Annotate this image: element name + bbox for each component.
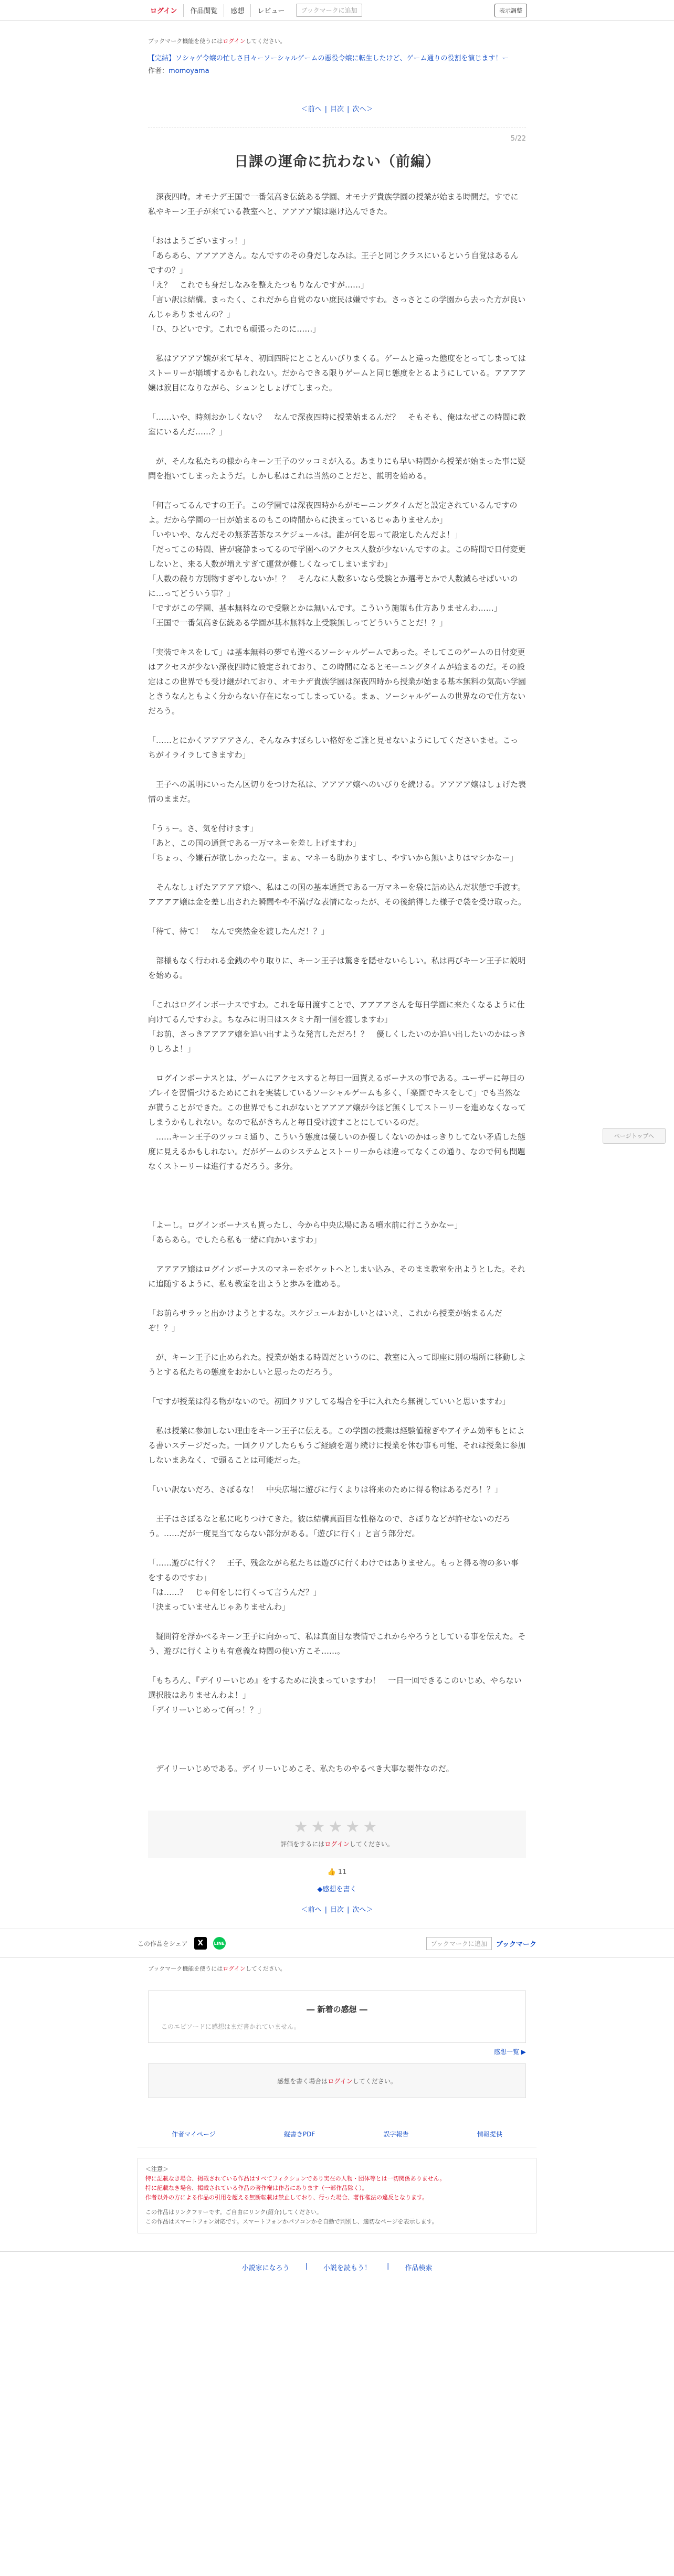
author-line — [148, 65, 526, 75]
body-paragraph: 「何言ってるんですの王子。この学園では深夜四時からがモーニングタイムだと設定されているんですのよ。だから学園の一日が始まるのもこの時間からに決まっているじゃありませんか」 — [148, 501, 518, 525]
separator: | — [387, 2262, 389, 2270]
thumbs-up-icon: 👍 — [327, 1868, 336, 1876]
login-note-text: 感想を書く場合は — [277, 2077, 328, 2085]
notice-login-link[interactable]: ログイン — [223, 38, 246, 45]
site-header — [0, 0, 674, 21]
body-paragraph: 「は……？ じゃ何をしに行くって言うんだ？」 — [148, 1588, 321, 1597]
impressions-box — [148, 1990, 526, 2043]
body-paragraph: 疑問符を浮かべるキーン王子に向かって、私は真面目な表情でこれからやろうとしている事を伝えた。そう、遊びに行くよりも有意義な時間の使い方こそ……。 — [148, 1632, 526, 1656]
footer-links — [138, 2130, 536, 2147]
impressions-title: ― 新着の感想 ― — [307, 2005, 367, 2014]
share-left — [138, 1937, 226, 1950]
body-paragraph — [148, 1732, 526, 1747]
header-nav — [147, 0, 362, 20]
body-paragraph: 「ですが授業は得る物がないので。初回クリアしてる場合を手に入れたら無視していいと思いますわ」 — [148, 1397, 510, 1406]
caution-line: 作者以外の方による作品の引用を超える無断転載は禁止しており、行った場合、著作権法の違反となります。 — [145, 2194, 428, 2201]
share-right — [426, 1937, 536, 1950]
display-settings-button[interactable]: 表示調整 — [494, 4, 527, 17]
body-paragraph — [148, 939, 526, 953]
rating-login-link[interactable]: ログイン — [324, 1840, 350, 1848]
notice-text: してください。 — [245, 1965, 286, 1972]
body-paragraph — [148, 865, 526, 880]
body-paragraph: 「いやいや、なんだその無茶苦茶なスケジュールは。誰が何を思って設定したんだよ！」 — [148, 530, 462, 539]
body-paragraph: 「……とにかくアアアアさん、そんなみすぼらしい格好をご誰と見せないようにしてくださいませ。こっちがイライラしてきますわ」 — [148, 736, 519, 760]
body-paragraph: 「人数の殺り方別物すぎやしないか！？ そんなに人数多いなら受験とか選考とかで人数減らせばいいのに…ってどういう事？」 — [148, 574, 518, 598]
like-button[interactable] — [148, 1868, 526, 1876]
rating-login-note — [148, 1839, 526, 1848]
body-paragraph: 「お前らサラッと出かけようとするな。スケジュールおかしいとはいえ、これから授業が始まるんだぞ！？」 — [148, 1308, 502, 1333]
caution-info-line: この作品はスマートフォン対応です。スマートフォンかパソコンかを自動で判別し、適切なページを表示します。 — [145, 2218, 438, 2225]
notice-text: ブックマーク機能を使うには — [148, 1965, 223, 1972]
x-share-icon[interactable]: X — [194, 1937, 207, 1950]
body-paragraph — [148, 219, 526, 233]
rating-box — [148, 1811, 526, 1858]
episode-title: 日課の運命に抗わない（前編） — [234, 154, 440, 170]
body-paragraph: 「ひ、ひどいです。これでも頑張ったのに……」 — [148, 324, 321, 334]
body-paragraph — [148, 1291, 526, 1306]
notice-text: ブックマーク機能を使うには — [148, 38, 223, 45]
nav-works[interactable]: 作品閲覧 — [183, 4, 224, 17]
body-paragraph: 「待て、待て！ なんで突然金を渡したんだ！？」 — [148, 927, 329, 936]
body-paragraph: アアアア嬢はログインボーナスのマネーをポケットへとしまい込み、そのまま教室を出ようとした。それに追随するように、私も教室を出ようと歩みを進める。 — [148, 1264, 525, 1289]
share-bar — [0, 1929, 674, 1958]
body-paragraph: 「あと、この国の通貨である一万マネーを差し上げますわ」 — [148, 838, 361, 848]
body-paragraph: 「王国で一番気高き伝統ある学園が基本無料な上受験無しってどういうことだ！？」 — [148, 618, 448, 627]
caution-line: 特に記載なき場合、掲載されている作品の著作権は作者にあります（一部作品除く）。 — [145, 2185, 368, 2191]
next-link[interactable]: 次へ＞ — [352, 1906, 373, 1914]
body-paragraph — [148, 1335, 526, 1350]
novel-body — [148, 189, 526, 1776]
body-paragraph: 「実装でキスをして」は基本無料の夢でも遊べるソーシャルゲームであった。そしてこのゲームの日付変更はアクセスが少ない深夜四時に設定されており、この時間になるとモーニングタイムが始まるのだ。その設定はこの世界でも受け継がれており、オモナデ貴族学園は深夜四時から授業が始まる基本無料の気高い学園ときうなんともよく分からない存在になってしまっている。まぁ、ソーシャルゲームの世界なので仕方ないだろう。 — [148, 647, 526, 716]
body-paragraph — [148, 1747, 526, 1761]
separator: | — [347, 1906, 350, 1914]
rating-stars[interactable]: ★★★★★ — [293, 1818, 381, 1836]
body-paragraph: 「おはようございますっ！」 — [148, 236, 250, 246]
body-paragraph: 「これはログインボーナスですわ。これを毎日渡すことで、アアアアさんを毎日学園に来たくなるように仕向けてるんですわよ。ちなみに明日はスタミナ剤一個を渡しますわ」 — [148, 1000, 525, 1024]
body-paragraph: が、そんな私たちの様からキーン王子のツッコミが入る。あまりにも早い時間から授業が始まった事に疑問を抱いてしまったようだ。しかし私はこれは当然のことだと、説明を始める。 — [148, 456, 525, 481]
body-paragraph: 「決まっていませんじゃありませんわ」 — [148, 1602, 290, 1612]
rating-note-text: してください。 — [349, 1840, 394, 1848]
caution-head: ＜注意＞ — [145, 2166, 168, 2173]
like-count: 11 — [338, 1868, 347, 1876]
author-mypage-link[interactable]: 作者マイページ — [172, 2131, 216, 2138]
write-impression-link[interactable]: ◆感想を書く — [317, 1886, 357, 1893]
page-top-button[interactable]: ページトップへ — [603, 1128, 666, 1144]
body-paragraph: 深夜四時。オモナデ王国で一番気高き伝統ある学園、オモナデ貴族学園の授業が始まる時間だ。すでに私やキーン王子が来ている教室へと、アアアア嬢は駆け込んできた。 — [148, 192, 519, 216]
share-inner — [138, 1929, 536, 1957]
separator: | — [305, 2262, 308, 2270]
login-link[interactable]: ログイン — [150, 7, 177, 15]
next-link[interactable]: 次へ＞ — [352, 105, 373, 113]
footer-narou-link[interactable]: 小説家になろう — [241, 2264, 290, 2272]
series-title-link[interactable]: 【完結】ソシャゲ令嬢の忙しさ日々ーソーシャルゲームの悪役令嬢に転生したけど、ゲーム通りの役割を演じます！ー — [148, 55, 509, 62]
body-paragraph: 「……いや、時刻おかしくない？ なんで深夜四時に授業始まるんだ？ そもそも、俺はなぜこの時間に教室にいるんだ……？」 — [148, 412, 526, 437]
impressions-empty: このエピソードに感想はまだ書かれていません。 — [161, 2023, 300, 2030]
body-paragraph — [148, 1056, 526, 1071]
body-paragraph — [148, 762, 526, 777]
body-paragraph: 「ですがこの学園、基本無料なので受験とかは無いんです。こういう施策も仕方ありませんわ……」 — [148, 603, 502, 613]
separator: | — [347, 105, 350, 113]
body-paragraph: 「いい訳ないだろ、さぼるな！ 中央広場に遊びに行くよりは将来のために得る物はあるだろ！？」 — [148, 1485, 503, 1494]
body-paragraph — [148, 1541, 526, 1556]
body-paragraph: 王子はさぼるなと私に叱りつけてきた。彼は結構真面目な性格なので、さぼりなどが許せないのだろう。……だが一度見当てならない部分がある。「遊びに行く」と言う部分だ。 — [148, 1514, 510, 1538]
index-link[interactable]: 目次 — [330, 105, 344, 113]
body-paragraph — [148, 1614, 526, 1629]
line-share-icon[interactable]: LINE — [213, 1937, 226, 1950]
body-paragraph — [148, 439, 526, 454]
info-report-link[interactable]: 情報提供 — [477, 2131, 502, 2138]
body-paragraph — [148, 483, 526, 498]
bookmark-login-notice — [148, 37, 526, 45]
body-paragraph — [148, 983, 526, 997]
bookmark-add-button[interactable]: ブックマークに追加 — [426, 1937, 492, 1950]
body-paragraph — [148, 1467, 526, 1482]
typo-report-link[interactable]: 誤字報告 — [383, 2131, 409, 2138]
impression-login-note — [148, 2063, 526, 2098]
body-paragraph: が、キーン王子に止められた。授業が始まる時間だというのに、教室に入って即座に別の場所に移動しようとする私たちの態度をおかしいと思ったのだろう。 — [148, 1353, 526, 1377]
site-footer — [0, 2251, 674, 2287]
nav-impressions[interactable]: 感想 — [224, 4, 250, 17]
body-paragraph: 「お前、さっきアアアア嬢を追い出すような発言しただろ！？ 優しくしたいのか追い出したいのかはっきりしろよ！」 — [148, 1029, 526, 1053]
author-link[interactable]: momoyama — [168, 67, 209, 75]
body-paragraph: ……キーン王子のツッコミ通り、こういう態度は優しいのか優しくないのかはっきりしてない矛盾した態度に見えるかもしれない。だがゲームのシステムとストーリーからは違ってなくこの通り、なので何も問題なくストーリーは進行するだろう。多分。 — [148, 1132, 525, 1171]
body-paragraph — [148, 1247, 526, 1262]
caution-box — [138, 2158, 536, 2233]
body-paragraph: 「あらあら、アアアアさん。なんですのその身だしなみは。王子と同じクラスにいるという自覚はあるんですの？」 — [148, 251, 519, 275]
bookmark-link[interactable]: ブックマーク — [496, 1940, 536, 1949]
body-paragraph: 「だってこの時間、皆が寝静まってるので学園へのアクセス人数が少ないんですのよ。この時間で日付変更しないと、来る人数が増えすぎて運営が難しくなってしまいますわ」 — [148, 545, 526, 569]
notice-login-link[interactable]: ログイン — [223, 1965, 246, 1972]
main-content — [148, 37, 526, 1914]
body-paragraph: 「ちょっ、今嫌石が欲しかったなー。まぁ、マネーも助かりますし、やすいから無いよりはマシかなー」 — [148, 853, 518, 863]
bottom-content — [148, 1964, 526, 2098]
body-paragraph: そんなしょげたアアアア嬢へ、私はこの国の基本通貨である一万マネーを袋に詰め込んだ状態で手渡す。アアアア嬢は金を差し出された瞬間やや不満げな表情になったが、その後納得した様子で袋を受け取った。 — [148, 882, 526, 907]
separator: | — [324, 105, 327, 113]
prev-link[interactable]: ＜前へ — [301, 105, 322, 113]
bookmark-add-button[interactable]: ブックマークに追加 — [296, 4, 362, 17]
index-link[interactable]: 目次 — [330, 1906, 344, 1914]
body-paragraph — [148, 806, 526, 821]
body-paragraph: 「……遊びに行く？ 王子、残念ながら私たちは遊びに行くわけではありません。もっと得る物の多い事をするのですわ」 — [148, 1558, 519, 1582]
caution-info — [145, 2208, 529, 2227]
body-paragraph: 部様もなく行われる金銭のやり取りに、キーン王子は驚きを隠せないらしい。私は再びキーン王子に説明を始める。 — [148, 956, 526, 980]
separator: | — [324, 1906, 327, 1914]
share-label: この作品をシェア — [138, 1940, 188, 1947]
body-paragraph — [148, 395, 526, 410]
nav-reviews[interactable]: レビュー — [250, 4, 291, 17]
impressions-more-link[interactable]: 感想一覧 ▶ — [493, 2048, 526, 2056]
body-paragraph: 「あらあら。でしたら私も一緒に向かいますわ」 — [148, 1235, 322, 1244]
body-paragraph — [148, 1497, 526, 1511]
impression-login-link[interactable]: ログイン — [328, 2077, 353, 2085]
footer-yomou-link[interactable]: 小説を読もう！ — [323, 2264, 371, 2272]
body-paragraph: 王子への説明にいったん区切りをつけた私は、アアアア嬢へのいびりを続ける。アアアア嬢はしょげた表情のままだ。 — [148, 780, 526, 804]
body-paragraph: 私はアアアア嬢が来て早々、初回四時にとことんいびりまくる。ゲームと違った態度をとってしまってはストーリーが崩壊するかもしれない。だからできる限りゲームと同じ態度をとるようにしている。アアアア嬢は涙目になりながら、シュンとしょげてしまった。 — [148, 354, 526, 392]
login-note-text: してください。 — [352, 2077, 397, 2085]
caution-info-line: この作品はリンクフリーです。ご自由にリンク(紹介)してください。 — [145, 2209, 322, 2216]
body-paragraph: 「デイリーいじめって何っ！？」 — [148, 1705, 266, 1715]
bookmark-login-notice — [148, 1964, 526, 1973]
pager-bottom — [148, 1904, 526, 1914]
body-paragraph — [148, 1379, 526, 1394]
body-paragraph — [148, 1174, 526, 1188]
body-paragraph — [148, 718, 526, 733]
body-paragraph — [148, 630, 526, 645]
body-paragraph — [148, 1203, 526, 1218]
rating-note-text: 評価をするには — [280, 1840, 325, 1848]
body-paragraph — [148, 1188, 526, 1203]
body-paragraph — [148, 1717, 526, 1732]
page-number: 5/22 — [510, 135, 526, 143]
body-paragraph — [148, 1658, 526, 1673]
body-paragraph: デイリーいじめである。デイリーいじめこそ、私たちのやるべき大事な要件なのだ。 — [148, 1764, 454, 1773]
body-paragraph — [148, 1409, 526, 1423]
body-paragraph: 「よーし。ログインボーナスも貰ったし、今から中央広場にある噴水前に行こうかなー」 — [148, 1220, 462, 1230]
prev-link[interactable]: ＜前へ — [301, 1906, 322, 1914]
body-paragraph: 「うぅー。さ、気を付けます」 — [148, 824, 258, 833]
footer-search-link[interactable]: 作品検索 — [405, 2264, 433, 2272]
body-paragraph: 「え？ これでも身だしなみを整えたつもりなんですが……」 — [148, 280, 369, 290]
body-paragraph: 「言い訳は結構。まったく、これだから自覚のない庶民は嫌ですわ。さっさとこの学園から去った方が良いんじゃありませんの？」 — [148, 295, 526, 319]
body-paragraph — [148, 336, 526, 351]
vertical-pdf-link[interactable]: 縦書きPDF — [283, 2131, 315, 2138]
body-paragraph: ログインボーナスとは、ゲームにアクセスすると毎日一回貰えるボーナスの事である。ユーザーに毎日のプレイを習慣づけるためにこれを実装しているソーシャルゲームも多く、「楽園でキスをして」でも当然なが貰うことができた。この世界でもこれがないとアアアア嬢が今ほど無くしてストーリーを進めなくなってしまうかもしれない。なので私がきちんと毎日受け渡すことにしているのだ。 — [148, 1073, 526, 1127]
body-paragraph — [148, 909, 526, 924]
notice-text: してください。 — [245, 38, 286, 45]
body-paragraph: 私は授業に参加しない理由をキーン王子に伝える。この学園の授業は経験値稼ぎやアイテム効率もとによる書いステージだった。一回クリアしたらもうご経験を選り続けに授業を休む事も可能、それは授業に参加しないまあなく、で頭ることは可能だった。 — [148, 1426, 526, 1465]
author-label: 作者： — [148, 67, 169, 75]
body-paragraph: 「もちろん、『デイリーいじめ』をするために決まっていますわ！ 一日一回できるこのいじめ、やらない選択肢はありませんわよ！」 — [148, 1676, 522, 1700]
caution-line: 特に記載なき場合、掲載されている作品はすべてフィクションであり実在の人物・団体等とは一切関係ありません。 — [145, 2175, 446, 2182]
pager-top — [148, 96, 526, 127]
